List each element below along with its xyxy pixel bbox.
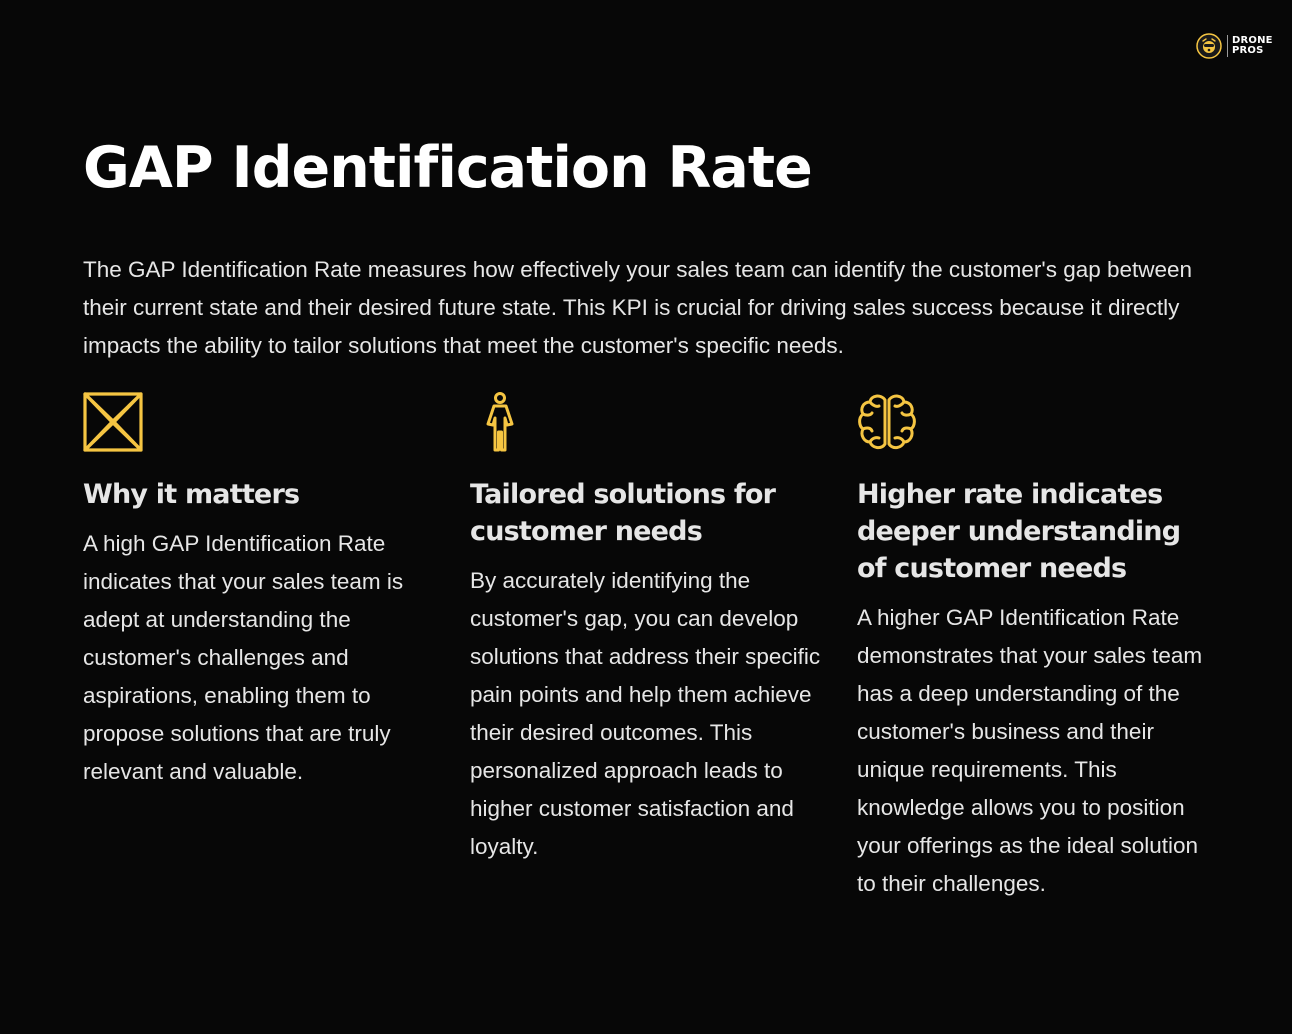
column-tailored-solutions (470, 392, 825, 866)
column-body: A high GAP Identification Rate indicates that your sales team is adept at understanding the customer's challenges and aspirations, enabling them to propose solutions that are truly relevant and valuable. (83, 531, 404, 784)
column-why-it-matters (83, 392, 438, 791)
brand-logo (1196, 33, 1273, 59)
intro-paragraph: The GAP Identification Rate measures how effectively your sales team can identify the customer's gap between their current state and their desired future state. This KPI is crucial for driving sales success because it directly impacts the ability to tailor solutions that meet the customer's specific needs. (83, 257, 1193, 359)
column-heading: Why it matters (83, 479, 300, 510)
brand-line-1: DRONE (1232, 35, 1273, 46)
column-body: By accurately identifying the customer's gap, you can develop solutions that address their specific pain points and help them achieve their desired outcomes. This personalized approach leads to higher customer satisfaction and loyalty. (470, 568, 821, 859)
brand-name (1232, 36, 1273, 56)
column-heading: Tailored solutions for customer needs (470, 479, 776, 547)
column-higher-rate (857, 392, 1212, 903)
logo-divider (1227, 35, 1228, 57)
column-heading: Higher rate indicates deeper understanding of customer needs (857, 479, 1181, 584)
brand-line-2: PROS (1232, 45, 1264, 56)
drone-pros-logo-icon (1196, 33, 1222, 59)
arrows-converge-icon (83, 392, 143, 452)
column-body: A higher GAP Identification Rate demonstrates that your sales team has a deep understanding of the customer's business and their unique requirements. This knowledge allows you to position your offerings as the ideal solution to their challenges. (857, 605, 1203, 896)
person-icon (470, 392, 530, 452)
page-title: GAP Identification Rate (83, 135, 812, 201)
brain-icon (857, 392, 917, 452)
